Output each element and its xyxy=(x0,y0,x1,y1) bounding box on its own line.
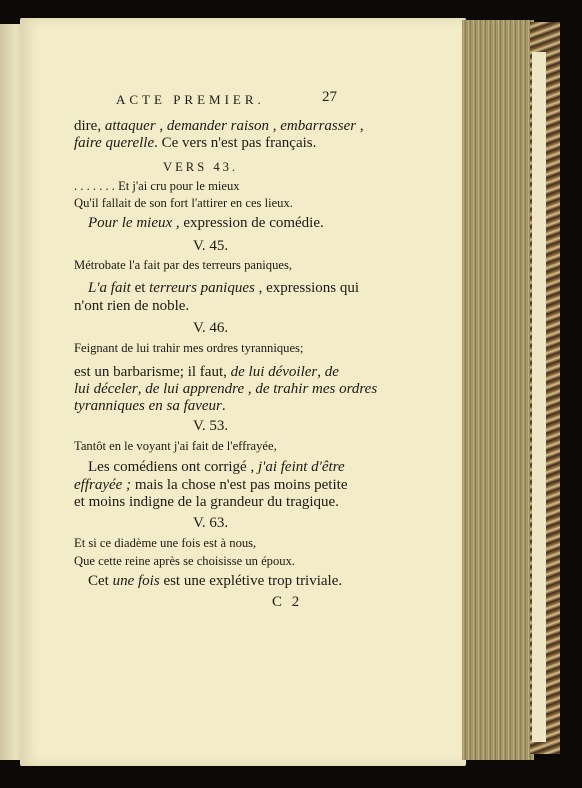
running-title: ACTE PREMIER. xyxy=(116,92,265,107)
text-segment: L'a fait xyxy=(88,280,131,296)
signature-mark: C 2 xyxy=(272,594,303,610)
text-segment: Cet xyxy=(88,573,113,589)
text-segment: Pour le mieux xyxy=(88,215,173,231)
text-segment: n'ont rien de noble. xyxy=(74,298,190,314)
text-line xyxy=(74,439,277,454)
text-line xyxy=(74,341,303,356)
text-segment: V. 53. xyxy=(193,418,229,434)
text-line xyxy=(74,494,339,511)
text-segment: , xyxy=(356,118,364,134)
text-line xyxy=(74,179,240,194)
text-line xyxy=(74,536,256,551)
text-segment: terreurs paniques xyxy=(149,280,255,296)
text-line xyxy=(193,238,228,255)
text-segment: tyranniques en sa faveur xyxy=(74,398,222,414)
text-line xyxy=(88,280,359,297)
text-segment: lui déceler xyxy=(74,381,138,397)
text-segment: et moins indigne de la grandeur du tragique. xyxy=(74,494,339,510)
text-line xyxy=(88,215,324,232)
text-segment: de xyxy=(324,364,339,380)
page-number: 27 xyxy=(322,89,337,105)
text-segment: est une explétive trop triviale. xyxy=(159,573,343,589)
text-segment: Les comédiens ont corrigé , xyxy=(88,459,258,475)
text-segment: Feignant de lui trahir mes ordres tyranniques; xyxy=(74,341,304,355)
text-line xyxy=(74,196,293,211)
text-segment: , xyxy=(155,118,167,134)
text-segment: , expression de comédie. xyxy=(172,215,324,231)
text-line xyxy=(163,160,238,175)
text-segment: Et si ce diadème une fois est à nous, xyxy=(74,536,257,550)
text-segment: est un barbarisme; il faut, xyxy=(74,364,231,380)
text-segment: faire querelle xyxy=(74,135,155,151)
text-line xyxy=(74,381,377,398)
text-line xyxy=(193,320,228,337)
text-segment: mais la chose n'est pas moins petite xyxy=(131,477,348,493)
endpaper xyxy=(532,52,546,742)
text-segment: embarrasser xyxy=(280,118,357,134)
text-segment: . xyxy=(221,398,226,414)
text-line xyxy=(88,573,342,590)
text-line xyxy=(193,515,228,532)
text-segment: , xyxy=(317,364,325,380)
text-segment: Que cette reine après se choisisse un époux. xyxy=(74,554,296,568)
text-segment: , xyxy=(244,381,256,397)
text-line xyxy=(74,135,316,152)
text-segment: V. 63. xyxy=(193,515,229,531)
text-segment: , xyxy=(269,118,281,134)
page-edges xyxy=(462,20,534,760)
text-segment: , xyxy=(137,381,146,397)
text-segment: . Ce vers n'est pas français. xyxy=(154,135,317,151)
text-segment: dire, xyxy=(74,118,105,134)
text-line xyxy=(74,554,295,569)
text-segment: V. 46. xyxy=(193,320,229,336)
text-segment: une fois xyxy=(112,573,160,589)
text-segment: demander raison xyxy=(166,118,269,134)
text-segment: attaquer xyxy=(104,118,156,134)
text-segment: de trahir mes ordres xyxy=(255,381,378,397)
text-segment: et xyxy=(130,280,150,296)
text-segment: de lui apprendre xyxy=(145,381,245,397)
text-line xyxy=(74,398,226,415)
text-segment: effrayée ; xyxy=(74,477,132,493)
text-segment: Métrobate l'a fait par des terreurs paniques, xyxy=(74,258,293,272)
text-segment: j'ai feint d'être xyxy=(257,459,345,475)
text-segment: VERS 43. xyxy=(163,160,239,174)
text-line xyxy=(193,418,228,435)
text-segment: . . . . . . . Et j'ai cru pour le mieux xyxy=(74,179,240,193)
text-line xyxy=(74,477,347,494)
text-segment: V. 45. xyxy=(193,238,229,254)
text-segment: de lui dévoiler xyxy=(230,364,318,380)
text-segment: Qu'il fallait de son fort l'attirer en ces lieux. xyxy=(74,196,293,210)
text-line xyxy=(74,258,292,273)
text-line xyxy=(74,118,364,135)
text-line xyxy=(74,364,339,381)
text-segment: Tantôt en le voyant j'ai fait de l'effrayée, xyxy=(74,439,277,453)
text-line xyxy=(88,459,345,476)
text-line xyxy=(74,298,189,315)
text-segment: , expressions qui xyxy=(254,280,360,296)
